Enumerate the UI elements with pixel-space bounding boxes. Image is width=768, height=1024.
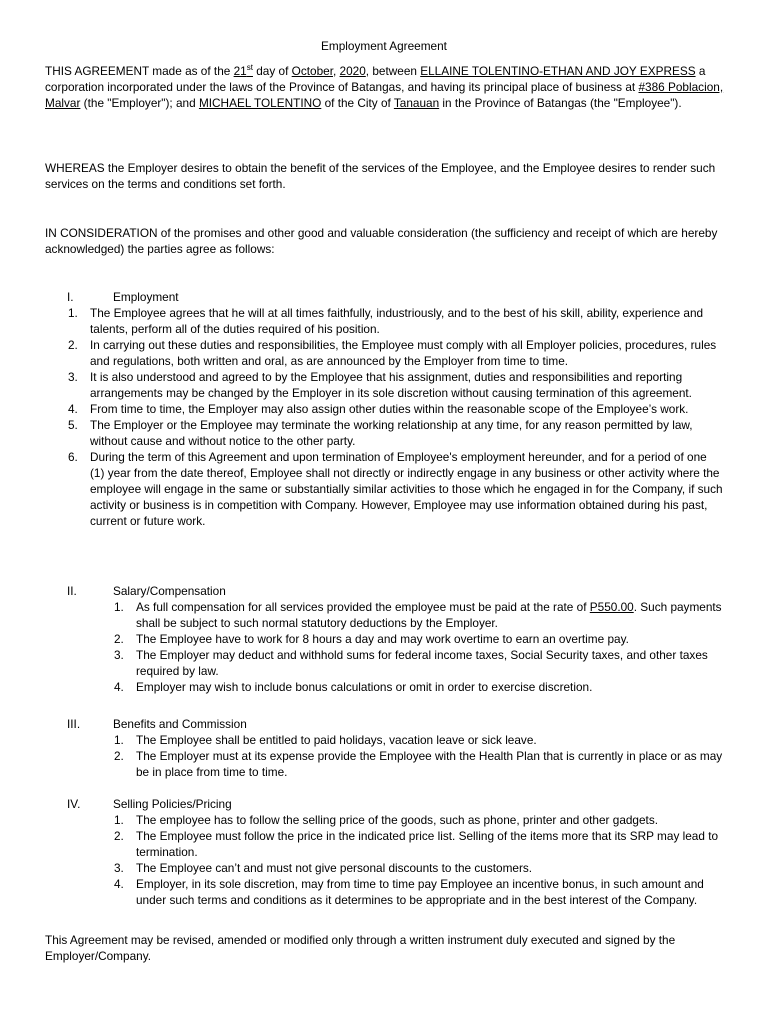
list-item: 1. The Employee agrees that he will at all times faithfully, industriously, and to the best of his skill, ability, experience and talents, perform all of the duties required of his position. <box>68 306 704 336</box>
document-title: Employment Agreement <box>321 39 447 53</box>
section-heading-selling <box>67 796 232 812</box>
intro-text: THIS AGREEMENT made as of the <box>45 64 234 78</box>
day-value: 21 <box>233 64 247 78</box>
clause-text: The employee has to follow the selling price of the goods, such as phone, printer and other gadgets. <box>136 813 659 827</box>
section-number: IV. <box>67 797 81 811</box>
clause-text: The Employee must follow the price in the indicated price list. Selling of the items more that its SRP may lead to termination. <box>136 829 719 859</box>
section-heading-employment <box>67 289 179 305</box>
closing-paragraph: This Agreement may be revised, amended or modified only through a written instrument duly executed and signed by the Employer/Company. <box>45 933 676 963</box>
section-number: II. <box>67 584 77 598</box>
list-item: 6. During the term of this Agreement and upon termination of Employee's employment hereunder, and for a period of one (1) year from the date thereof, Employee shall not directly or indirectly engage in any business or other activity where the employee will engage in the same or substantially similar activities to those which he engaged in for the Company, if such activity or business is in competition with Company. However, Employee may use information obtained during his past, current or future work. <box>68 450 723 528</box>
section-number: I. <box>67 290 74 304</box>
intro-text: (the "Employer"); and <box>80 96 199 110</box>
list-item: 3. The Employer may deduct and withhold sums for federal income taxes, Social Security taxes, and other taxes required by law. <box>114 648 708 678</box>
agreement-day <box>234 64 253 78</box>
clause-text: The Employer must at its expense provide the Employee with the Health Plan that is currently in place or as may be in place from time to time. <box>136 749 723 779</box>
list-item: 5. The Employer or the Employee may terminate the working relationship at any time, for any reason permitted by law, without cause and without notice to the other party. <box>68 418 693 448</box>
clause-text: The Employee can’t and must not give personal discounts to the customers. <box>136 861 533 875</box>
list-item: 2. The Employer must at its expense provide the Employee with the Health Plan that is currently in place or as may be in place from time to time. <box>114 749 723 779</box>
list-item: 1. As full compensation for all services provided the employee must be paid at the rate of P550.00. Such payments shall be subject to such normal statutory deductions by the Employer. <box>114 600 722 630</box>
list-item: 1. The Employee shall be entitled to paid holidays, vacation leave or sick leave. <box>114 733 537 747</box>
clause-text: The Employer or the Employee may terminate the working relationship at any time, for any reason permitted by law, without cause and without notice to the other party. <box>90 418 693 448</box>
whereas-paragraph: WHEREAS the Employer desires to obtain the benefit of the services of the Employee, and the Employee desires to render such services on the terms and conditions set forth. <box>45 161 716 191</box>
clause-text: During the term of this Agreement and upon termination of Employee's employment hereunder, and for a period of one (1) year from the date thereof, Employee shall not directly or indirectly engage in any business or other activity where the employee will engage in the same or substantially similar activities to those which he engaged in for the Company, if such activity or business is in competition with Company. However, Employee may use information obtained during his past, current or future work. <box>90 450 723 528</box>
clause-text: The Employer may deduct and withhold sums for federal income taxes, Social Security taxes, and other taxes required by law. <box>136 648 708 678</box>
intro-text: of the City of <box>321 96 394 110</box>
section-title: Benefits and Commission <box>113 717 247 731</box>
employee-city: Tanauan <box>393 96 440 110</box>
clause-text: As full compensation for all services provided the employee must be paid at the rate of <box>136 600 590 614</box>
clause-text: In carrying out these duties and responsibilities, the Employee must comply with all Employer policies, procedures, rules and regulations, both written and oral, as are announced by the Employer from time to time. <box>90 338 717 368</box>
list-item: 2. The Employee have to work for 8 hours a day and may work overtime to earn an overtime pay. <box>114 632 629 646</box>
intro-text: , <box>332 64 340 78</box>
list-item: 4. Employer may wish to include bonus calculations or omit in order to exercise discretion. <box>114 680 593 694</box>
section-title: Employment <box>113 290 179 304</box>
section-heading-benefits <box>67 716 247 732</box>
intro-text: in the Province of Batangas (the "Employee"). <box>439 96 682 110</box>
agreement-month: October <box>291 64 333 78</box>
clause-text: The Employee agrees that he will at all times faithfully, industriously, and to the best of his skill, ability, experience and talents, perform all of the duties required of his position. <box>90 306 704 336</box>
intro-text: , between <box>365 64 421 78</box>
selling-clauses <box>114 812 726 908</box>
section-title: Salary/Compensation <box>113 584 226 598</box>
clause-text: The Employee have to work for 8 hours a day and may work overtime to earn an overtime pay. <box>136 632 629 646</box>
section-title: Selling Policies/Pricing <box>113 797 232 811</box>
clause-text: . Such payments shall be subject to such normal statutory deductions by the Employer. <box>136 600 722 630</box>
list-item: 4. From time to time, the Employer may also assign other duties within the reasonable scope of the Employee’s work. <box>68 402 689 416</box>
employment-clauses <box>68 305 723 529</box>
salary-clauses <box>114 599 726 695</box>
list-item: 3. The Employee can’t and must not give personal discounts to the customers. <box>114 861 533 875</box>
intro-text: a corporation incorporated under the laws of the Province of Batangas, and having its principal place of business at <box>45 64 706 94</box>
list-item: 1. The employee has to follow the selling price of the goods, such as phone, printer and other gadgets. <box>114 813 659 827</box>
consideration-paragraph: IN CONSIDERATION of the promises and other good and valuable consideration (the sufficiency and receipt of which are hereby acknowledged) the parties agree as follows: <box>45 226 718 256</box>
list-item: 2. In carrying out these duties and responsibilities, the Employee must comply with all Employer policies, procedures, rules and regulations, both written and oral, as are announced by the Employer from time to time. <box>68 338 717 368</box>
clause-text: The Employee shall be entitled to paid holidays, vacation leave or sick leave. <box>136 733 537 747</box>
benefits-clauses <box>114 732 726 780</box>
list-item: 4. Employer, in its sole discretion, may from time to time pay Employee an incentive bonus, in such amount and under such terms and conditions as it determines to be appropriate and in the best interest of the Company. <box>114 877 704 907</box>
day-suffix: st <box>246 63 253 72</box>
employee-name: MICHAEL TOLENTINO <box>198 96 322 110</box>
employer-name: ELLAINE TOLENTINO-ETHAN AND JOY EXPRESS <box>420 64 696 78</box>
salary-rate: P550.00 <box>589 600 634 614</box>
clause-text: From time to time, the Employer may also assign other duties within the reasonable scope of the Employee’s work. <box>90 402 689 416</box>
clause-text: It is also understood and agreed to by the Employee that his assignment, duties and responsibilities and reporting arrangements may be changed by the Employer in its sole discretion without causing termination of this agreement. <box>90 370 692 400</box>
clause-text: Employer may wish to include bonus calculations or omit in order to exercise discretion. <box>136 680 593 694</box>
list-item: 2. The Employee must follow the price in the indicated price list. Selling of the items more that its SRP may lead to termination. <box>114 829 719 859</box>
intro-text: day of <box>252 64 292 78</box>
business-address: #386 Poblacion, Malvar <box>45 80 724 110</box>
list-item: 3. It is also understood and agreed to by the Employee that his assignment, duties and responsibilities and reporting arrangements may be changed by the Employer in its sole discretion without causing termination of this agreement. <box>68 370 692 400</box>
intro-paragraph <box>45 63 725 111</box>
section-heading-salary <box>67 583 226 599</box>
agreement-year: 2020 <box>339 64 366 78</box>
section-number: III. <box>67 717 81 731</box>
clause-text: Employer, in its sole discretion, may from time to time pay Employee an incentive bonus, in such amount and under such terms and conditions as it determines to be appropriate and in the best interest of the Company. <box>136 877 704 907</box>
